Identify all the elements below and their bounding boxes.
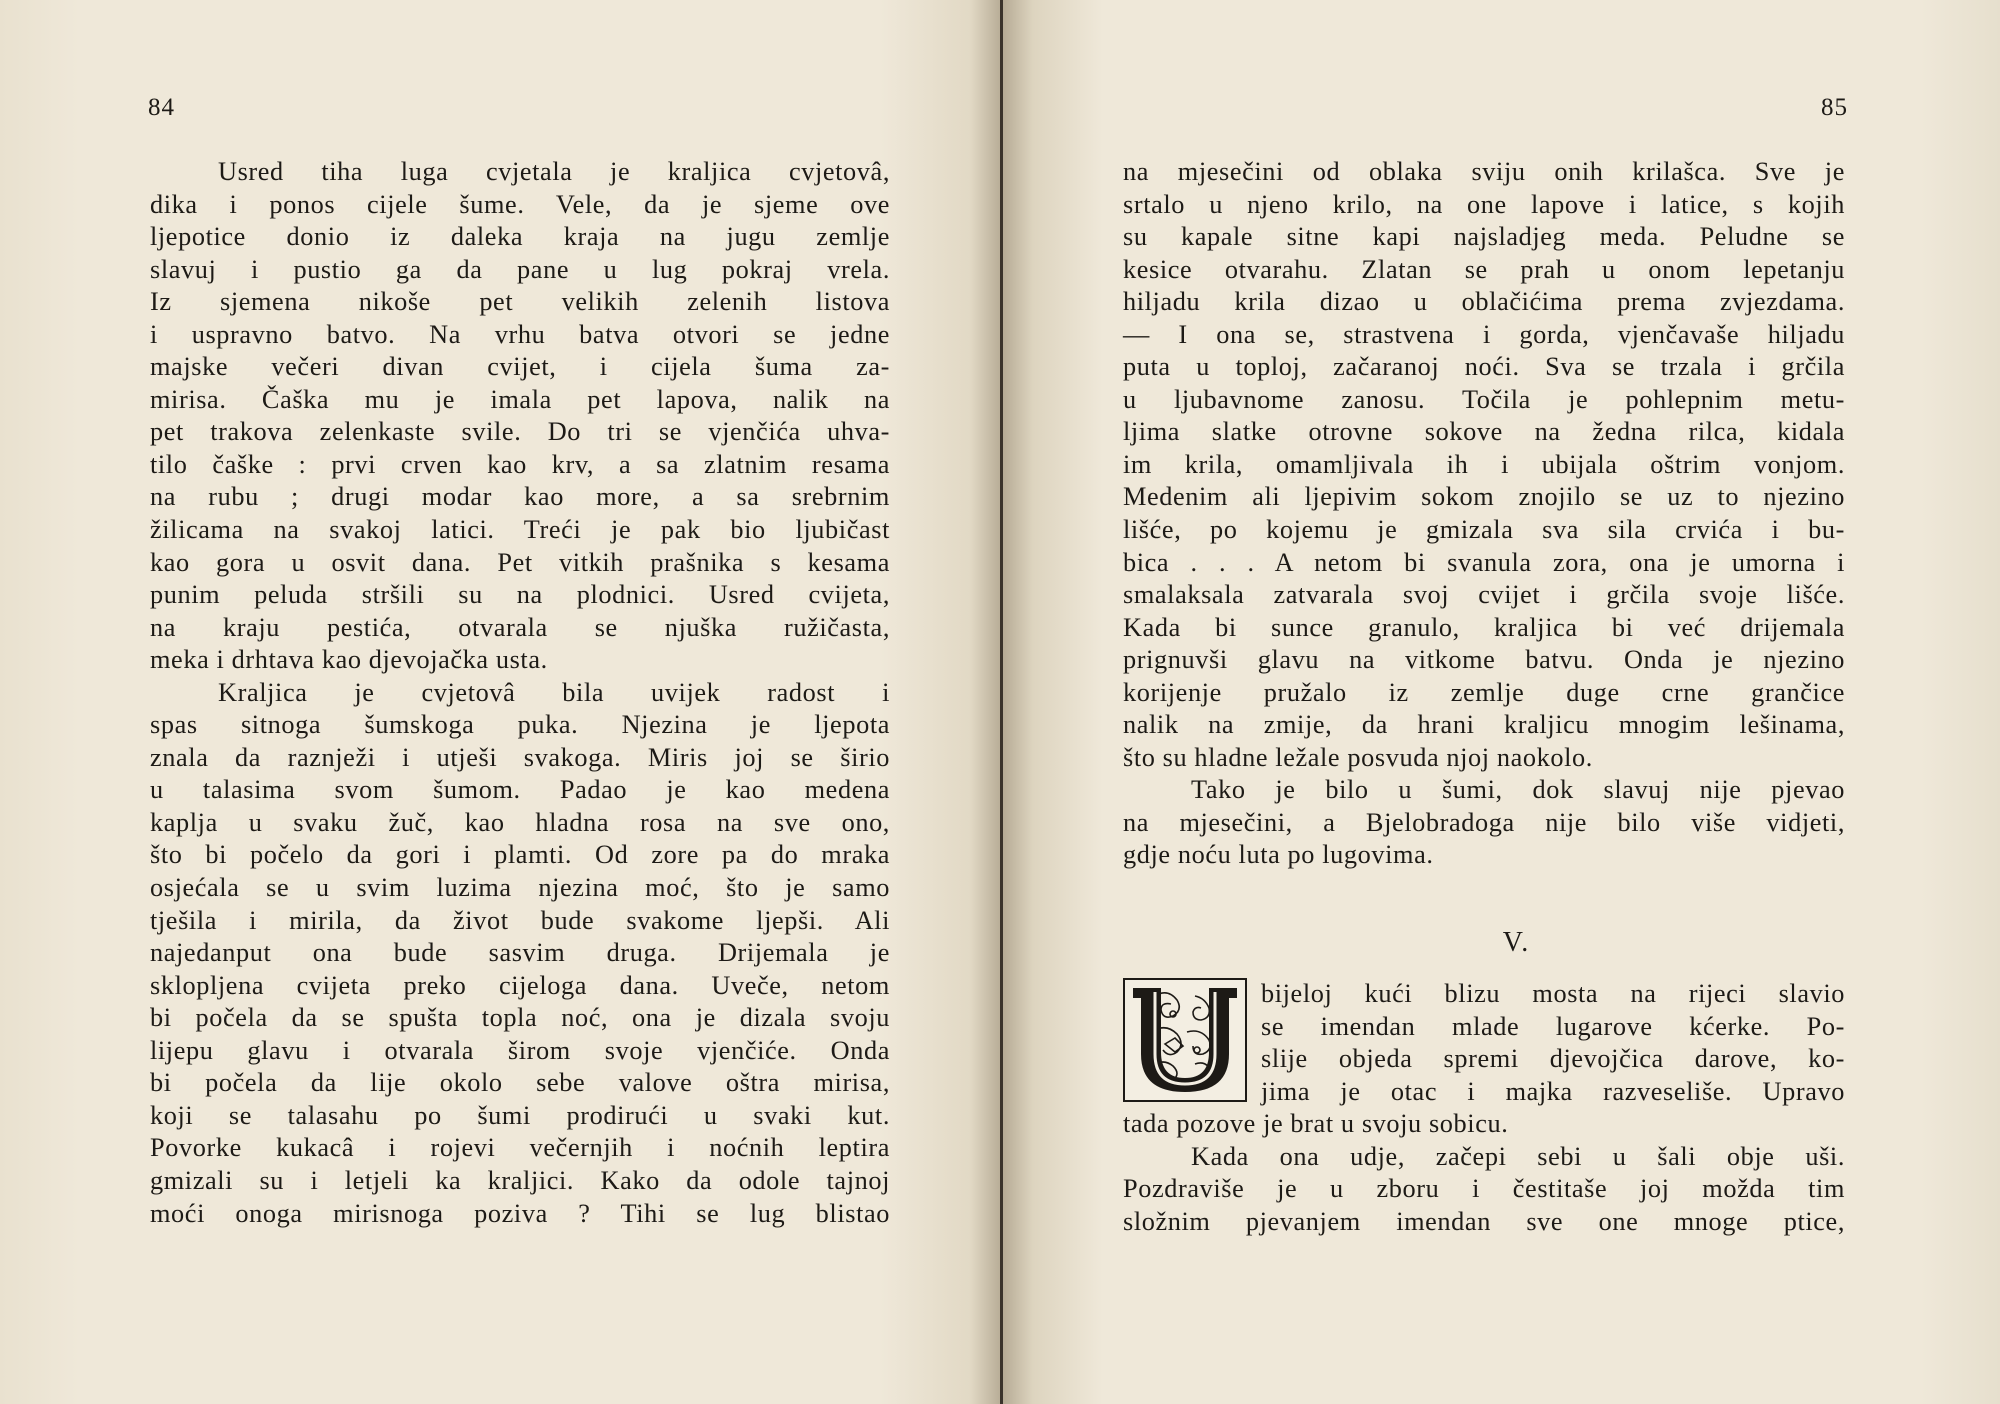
right-page [1003, 0, 2000, 1404]
text-line: kesice otvarahu. Zlatan se prah u onom lepetanju [1123, 254, 1845, 284]
text-line: lišće, po kojemu je gmizala sva sila crvića i bu- [1123, 515, 1845, 545]
text-line: pet trakova zelenkaste svile. Do tri se vjenčića uhva- [150, 417, 890, 447]
text-line: što su hladne ležale posvuda njoj naokolo. [1123, 742, 1593, 772]
text-line: moći onoga mirisnoga poziva ? Tihi se lug blistao [150, 1198, 890, 1228]
text-line: kao gora u osvit dana. Pet vitkih prašnika s kesama [150, 547, 890, 577]
text-line: tilo čaške : prvi crven kao krv, a sa zlatnim resama [150, 449, 890, 479]
page-number: 84 [148, 94, 175, 121]
text-line: puta u toploj, začaranoj noći. Sva se trzala i grčila [1123, 352, 1845, 382]
text-line: i uspravno batvo. Na vrhu batva otvori se jedne [150, 319, 890, 349]
text-line: ljepotice donio iz daleka kraja na jugu zemlje [150, 222, 890, 252]
text-line: Povorke kukacâ i rojevi večernjih i noćnih leptira [150, 1133, 890, 1163]
text-line: u talasima svom šumom. Padao je kao medena [150, 775, 890, 805]
text-line: bijeloj kući blizu mosta na rijeci slavio [1261, 979, 1845, 1008]
text-line: srtalo u njeno krilo, na one lapove i latice, s kojih [1123, 189, 1845, 219]
text-line: na mjesečini, a Bjelobradoga nije bilo više vidjeti, [1123, 807, 1845, 837]
text-line: Iz sjemena nikoše pet velikih zelenih listova [150, 287, 890, 317]
text-line: Kraljica je cvjetovâ bila uvijek radost i [218, 677, 890, 707]
text-line: Pozdraviše je u zboru i čestitaše joj možda tim [1123, 1174, 1845, 1204]
text-line: bi počela da lije okolo sebe valove oštra mirisa, [150, 1068, 890, 1098]
chapter-heading: V. [1502, 927, 1531, 958]
text-line: — I ona se, strastvena i gorda, vjenčavaše hiljadu [1123, 319, 1845, 349]
text-line: punim peluda stršili su na plodnici. Usred cvijeta, [150, 580, 890, 610]
text-line: Medenim ali ljepivim sokom znojilo se uz to njezino [1123, 482, 1845, 512]
text-line: Usred tiha luga cvjetala je kraljica cvjetovâ, [218, 157, 890, 186]
text-line: u ljubavnome zanosu. Točila je pohlepnim metu- [1123, 384, 1845, 414]
text-line: Kada ona udje, začepi sebi u šali obje uši. [1191, 1141, 1845, 1171]
text-line: Kada bi sunce granulo, kraljica bi već drijemala [1123, 612, 1845, 642]
text-line: na rubu ; drugi modar kao more, a sa srebrnim [150, 482, 890, 512]
text-line: ljima slatke otrovne sokove na žedna rilca, kidala [1123, 417, 1845, 447]
body-text [150, 156, 890, 1230]
text-line: jima je otac i majka razveseliše. Upravo [1261, 1076, 1845, 1106]
chapter-body-text [1123, 978, 1845, 1238]
text-line: meka i drhtava kao djevojačka usta. [150, 645, 548, 675]
text-line: kaplja u svaku žuč, kao hladna rosa na sve ono, [150, 807, 890, 837]
text-line: nalik na zmije, da hrani kraljicu mnogim lešinama, [1123, 710, 1845, 740]
text-line: znala da raznježi i utješi svakoga. Miris joj se širio [150, 742, 890, 772]
text-line: tada pozove je brat u svoju sobicu. [1123, 1109, 1509, 1139]
text-line: spas sitnoga šumskoga puka. Njezina je ljepota [150, 710, 890, 740]
text-line: koji se talasahu po šumi prodirući u svaki kut. [150, 1100, 890, 1130]
text-line: mirisa. Čaška mu je imala pet lapova, nalik na [150, 384, 890, 414]
text-line: bi počela da se spušta topla noć, ona je dizala svoju [150, 1003, 890, 1033]
text-line: se imendan mlade lugarove kćerke. Po- [1261, 1011, 1845, 1041]
text-line: najedanput ona bude sasvim druga. Drijemala je [150, 938, 890, 968]
text-line: gdje noću luta po lugovima. [1123, 840, 1434, 870]
text-line: korijenje pružalo iz zemlje duge crne grančice [1123, 677, 1845, 707]
text-line: složnim pjevanjem imendan sve one mnoge ptice, [1123, 1206, 1845, 1236]
text-line: dika i ponos cijele šume. Vele, da je sjeme ove [150, 189, 890, 219]
text-line: prignuvši glavu na vitkome batvu. Onda je njezino [1123, 645, 1845, 675]
body-text [1123, 156, 1845, 872]
page-number: 85 [1821, 94, 1848, 121]
text-line: hiljadu krila dizao u oblačićima prema zvjezdama. [1123, 287, 1845, 317]
text-line: su kapale sitne kapi najsladjeg meda. Peludne se [1123, 222, 1845, 252]
ornamental-letter-icon [1125, 980, 1245, 1100]
text-line: slavuj i pustio ga da pane u lug pokraj vrela. [150, 254, 890, 284]
text-line: Tako je bilo u šumi, dok slavuj nije pjevao [1191, 775, 1845, 805]
text-line: lijepu glavu i otvarala širom svoje vjenčiće. Onda [150, 1035, 890, 1065]
drop-cap-initial [1123, 978, 1247, 1102]
text-line: im krila, omamljivala ih i ubijala oštrim vonjom. [1123, 449, 1845, 479]
text-line: slije objeda spremi djevojčica darove, ko- [1261, 1044, 1845, 1074]
text-line: na kraju pestića, otvarala se njuška ružičasta, [150, 612, 890, 642]
text-line: osjećala se u svim luzima njezina moć, što je samo [150, 873, 890, 903]
text-line: bica . . . A netom bi svanula zora, ona je umorna i [1123, 547, 1845, 577]
text-line: tješila i mirila, da život bude svakome ljepši. Ali [150, 905, 890, 935]
text-line: gmizali su i letjeli ka kraljici. Kako da odole tajnoj [150, 1165, 890, 1195]
text-line: što bi počelo da gori i plamti. Od zore pa do mraka [150, 840, 890, 870]
text-line: majske večeri divan cvijet, i cijela šuma za- [150, 352, 890, 382]
text-line: smalaksala zatvarala svoj cvijet i grčila svoje lišće. [1123, 580, 1845, 610]
text-line: žilicama na svakoj latici. Treći je pak bio ljubičast [150, 515, 890, 545]
text-line: na mjesečini od oblaka sviju onih krilašca. Sve je [1123, 157, 1845, 186]
text-line: sklopljena cvijeta preko cijeloga dana. Uveče, netom [150, 970, 890, 1000]
